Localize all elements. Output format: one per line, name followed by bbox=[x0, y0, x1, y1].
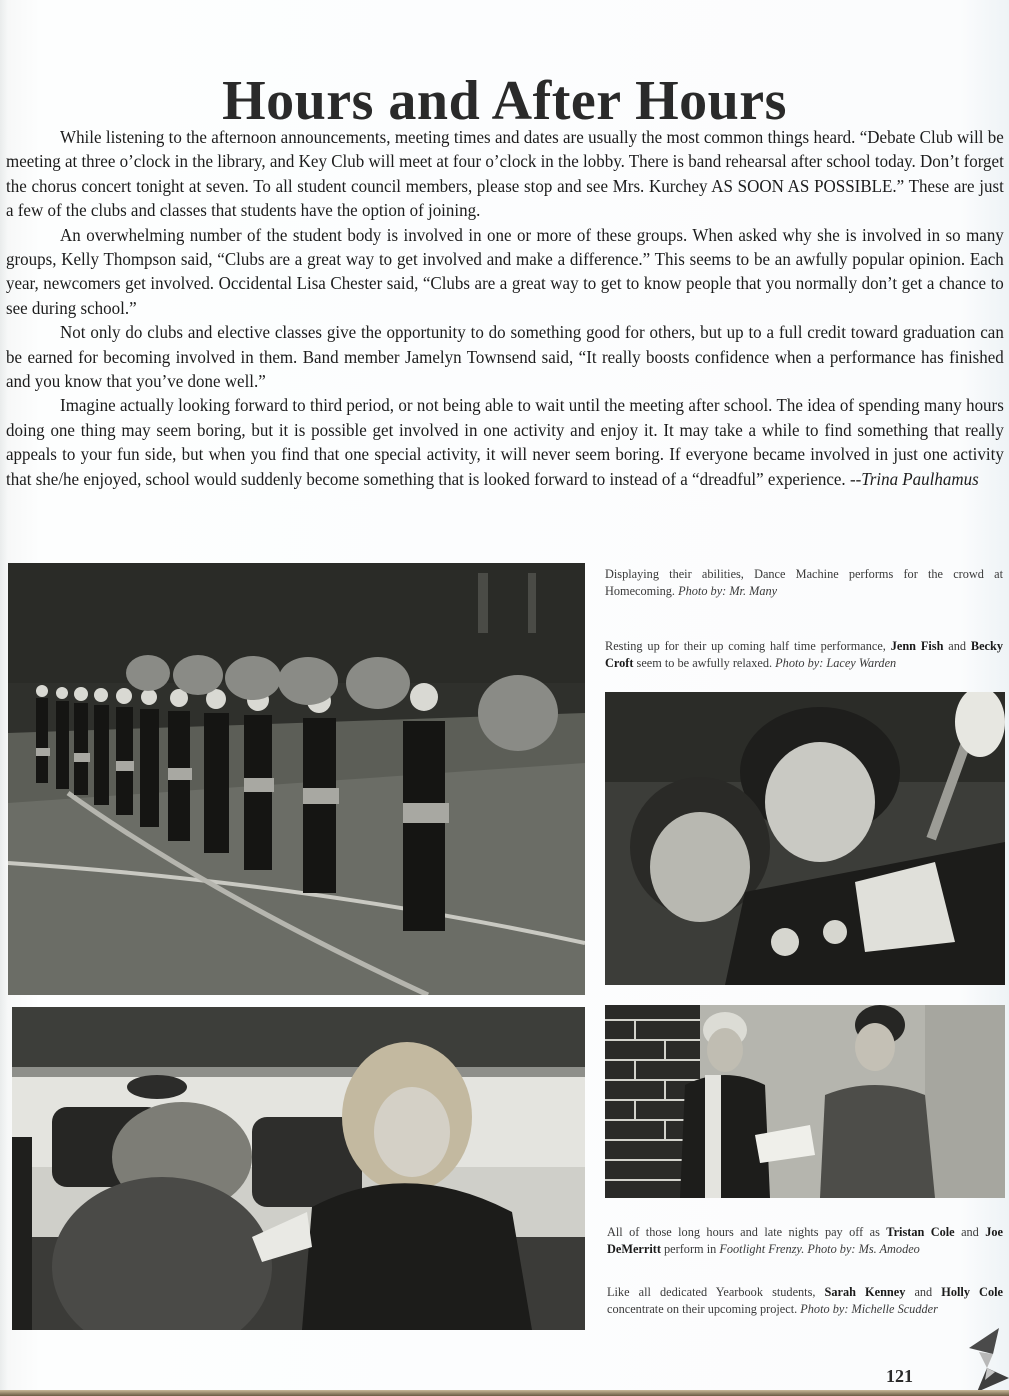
caption-text: and bbox=[943, 639, 971, 653]
student-name: Holly Cole bbox=[941, 1285, 1003, 1299]
article-paragraph-last bbox=[6, 393, 1004, 491]
caption-text: Displaying their abilities, Dance Machine performs for the crowd at Homecoming. bbox=[605, 567, 1003, 598]
dance-machine-image bbox=[8, 563, 585, 995]
caption-text: perform in bbox=[660, 1241, 720, 1256]
caption-text: seem to be awfully relaxed. bbox=[633, 655, 776, 670]
student-name: Jenn Fish bbox=[890, 639, 944, 653]
page-title: Hours and After Hours bbox=[222, 69, 787, 132]
yearbook-image bbox=[12, 1007, 585, 1330]
article-body bbox=[6, 125, 1004, 491]
student-name: Becky Croft bbox=[605, 639, 1003, 670]
student-name: Joe DeMerritt bbox=[607, 1225, 1003, 1256]
page-bottom-edge bbox=[0, 1390, 1009, 1396]
caption-yearbook bbox=[607, 1284, 1003, 1317]
caption-text: All of those long hours and late nights pay off as bbox=[607, 1225, 887, 1239]
caption-footlight-frenzy bbox=[607, 1224, 1003, 1257]
photo-credit: Photo by: Lacey Warden bbox=[775, 655, 897, 670]
author-byline: --Trina Paulhamus bbox=[849, 468, 979, 489]
photo-yearbook bbox=[12, 1007, 585, 1330]
caption-text: and bbox=[905, 1285, 942, 1299]
caption-resting bbox=[605, 638, 1003, 671]
footlight-frenzy-image bbox=[605, 1005, 1005, 1198]
show-title: Footlight Frenzy. bbox=[719, 1241, 805, 1256]
article-paragraph: While listening to the afternoon announcements, meeting times and dates are usually the most common things heard. “Debate Club will be meeting at three o’clock in the library, and Key Club will meet at four o’clock in the lobby. There is band rehearsal after school today. Don’t forget the chorus concert tonight at seven. To all student council members, please stop and see Mrs. Kurchey AS SOON AS POSSIBLE.” These are just a few of the clubs and classes that students have the option of joining. bbox=[6, 127, 1004, 221]
photo-resting bbox=[605, 692, 1005, 985]
caption-text: and bbox=[954, 1225, 986, 1239]
caption-dance-machine bbox=[605, 566, 1003, 599]
student-name: Tristan Cole bbox=[886, 1225, 955, 1239]
photo-credit: Photo by: Michelle Scudder bbox=[800, 1301, 938, 1316]
photo-footlight-frenzy bbox=[605, 1005, 1005, 1198]
article-paragraph: An overwhelming number of the student body is involved in one or more of these groups. When asked why she is involved in so many groups, Kelly Thompson said, “Clubs are a great way to get involved and make a difference.” This seems to be an awfully popular opinion. Each year, newcomers get involved. Occidental Lisa Chester said, “Clubs are a great way to get to know people that you normally don’t get a chance to see during school.” bbox=[6, 224, 1004, 318]
caption-text: Like all dedicated Yearbook students, bbox=[607, 1285, 825, 1299]
article-paragraph: Not only do clubs and elective classes give the opportunity to do something good for others, but up to a full credit toward graduation can be earned for becoming involved in them. Band member Jamelyn Townsend said, “It really boosts confidence when a performance has finished and you know that you’ve done well.” bbox=[6, 322, 1004, 392]
hourglass-triangle-icon bbox=[965, 1328, 1009, 1392]
photo-credit: Photo by: Mr. Many bbox=[678, 583, 778, 598]
article-paragraph-text: Imagine actually looking forward to third period, or not being able to wait until the meeting after school. The idea of spending many hours doing one thing may seem boring, but it is possible get involved in one activity and enjoy it. It may take a while to find something that really appeals to your fun side, but when you find that one special activity, it will never seem boring. If everyone became involved in just one activity that she/he enjoyed, school would suddenly become something that is looked forward to instead of a “dreadful” experience. bbox=[6, 395, 1004, 489]
photo-credit: Photo by: Ms. Amodeo bbox=[804, 1241, 920, 1256]
caption-text: Resting up for their up coming half time performance, bbox=[605, 639, 891, 653]
photo-dance-machine bbox=[8, 563, 585, 995]
resting-image bbox=[605, 692, 1005, 985]
student-name: Sarah Kenney bbox=[824, 1285, 906, 1299]
page-number: 121 bbox=[886, 1366, 913, 1386]
caption-text: concentrate on their upcoming project. bbox=[607, 1301, 801, 1316]
